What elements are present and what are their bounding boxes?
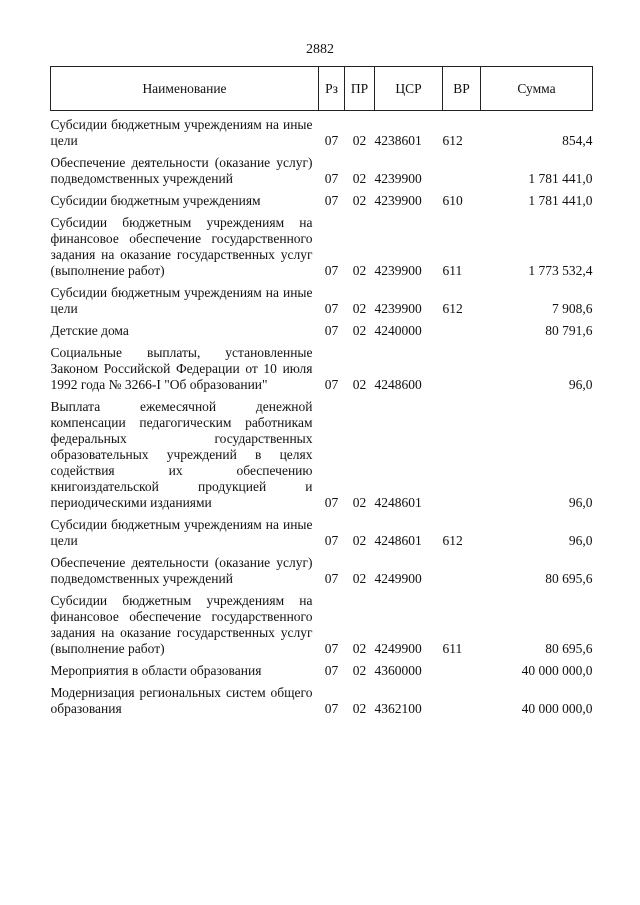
row-vr: 610 <box>442 193 463 208</box>
row-sum: 80 695,6 <box>545 641 593 656</box>
table-row <box>51 511 593 549</box>
row-name: Обеспечение деятельности (оказание услуг) подведомственных учреждений <box>50 155 313 186</box>
row-rz: 07 <box>324 663 339 678</box>
row-vr <box>443 657 481 679</box>
row-vr: 611 <box>442 641 463 656</box>
table-row <box>51 317 593 339</box>
page-number: 2882 <box>306 42 334 57</box>
row-name: Мероприятия в области образования <box>50 663 262 678</box>
header-rz: Рз <box>319 67 345 111</box>
table-row <box>51 187 593 209</box>
row-vr <box>443 679 481 717</box>
row-rz: 07 <box>324 701 339 716</box>
row-rz: 07 <box>324 377 339 392</box>
table-row <box>51 393 593 511</box>
row-name: Субсидии бюджетным учреждениям на иные цели <box>50 517 313 548</box>
row-sum: 96,0 <box>568 377 593 392</box>
row-rz: 07 <box>324 263 339 278</box>
table-row <box>51 587 593 657</box>
row-sum: 1 781 441,0 <box>528 171 593 186</box>
row-sum: 1 773 532,4 <box>528 263 593 278</box>
row-pr: 02 <box>352 301 367 316</box>
row-rz: 07 <box>324 133 339 148</box>
row-rz: 07 <box>324 641 339 656</box>
row-name: Обеспечение деятельности (оказание услуг) подведомственных учреждений <box>50 555 313 586</box>
row-rz: 07 <box>324 171 339 186</box>
budget-table <box>50 66 593 717</box>
header-csr: ЦСР <box>375 67 443 111</box>
row-vr: 612 <box>442 301 463 316</box>
row-pr: 02 <box>352 571 367 586</box>
row-csr: 4248600 <box>374 377 422 392</box>
row-vr <box>443 339 481 393</box>
row-sum: 854,4 <box>562 133 593 148</box>
table-row <box>51 549 593 587</box>
header-vr: ВР <box>443 67 481 111</box>
row-name: Субсидии бюджетным учреждениям на финансовое обеспечение государственного задания на оказание государственных услуг (выполнение работ) <box>50 593 313 656</box>
row-csr: 4239900 <box>374 193 422 208</box>
header-pr: ПР <box>345 67 375 111</box>
row-pr: 02 <box>352 171 367 186</box>
row-pr: 02 <box>352 133 367 148</box>
row-sum: 40 000 000,0 <box>521 663 593 678</box>
table-row <box>51 209 593 279</box>
row-vr: 611 <box>442 263 463 278</box>
row-rz: 07 <box>324 571 339 586</box>
table-header-row <box>51 67 593 111</box>
row-csr: 4239900 <box>374 263 422 278</box>
row-pr: 02 <box>352 533 367 548</box>
row-pr: 02 <box>352 263 367 278</box>
row-csr: 4362100 <box>374 701 422 716</box>
row-sum: 96,0 <box>568 495 593 510</box>
table-row <box>51 679 593 717</box>
header-name: Наименование <box>51 67 319 111</box>
row-csr: 4248601 <box>374 495 422 510</box>
row-vr <box>443 317 481 339</box>
table-row <box>51 279 593 317</box>
table-row <box>51 657 593 679</box>
row-pr: 02 <box>352 701 367 716</box>
row-csr: 4249900 <box>374 641 422 656</box>
row-sum: 7 908,6 <box>552 301 593 316</box>
row-csr: 4249900 <box>374 571 422 586</box>
row-csr: 4239900 <box>374 301 422 316</box>
table-row <box>51 339 593 393</box>
row-vr <box>443 549 481 587</box>
row-sum: 80 695,6 <box>545 571 593 586</box>
row-csr: 4239900 <box>374 171 422 186</box>
row-rz: 07 <box>324 533 339 548</box>
row-name: Выплата ежемесячной денежной компенсации педагогическим работникам федеральных государственных образовательных учреждений в целях содействия их обеспечению книгоиздательской продукцией и периодическими изданиями <box>50 399 313 510</box>
row-pr: 02 <box>352 193 367 208</box>
row-pr: 02 <box>352 663 367 678</box>
row-vr: 612 <box>442 133 463 148</box>
row-rz: 07 <box>324 193 339 208</box>
row-name: Модернизация региональных систем общего образования <box>50 685 313 716</box>
row-pr: 02 <box>352 323 367 338</box>
table-row <box>51 111 593 150</box>
row-name: Субсидии бюджетным учреждениям на иные цели <box>50 117 313 148</box>
row-vr: 612 <box>442 533 463 548</box>
row-pr: 02 <box>352 377 367 392</box>
row-pr: 02 <box>352 641 367 656</box>
row-sum: 40 000 000,0 <box>521 701 593 716</box>
row-csr: 4240000 <box>374 323 422 338</box>
row-name: Субсидии бюджетным учреждениям на иные цели <box>50 285 313 316</box>
row-vr <box>443 393 481 511</box>
row-csr: 4248601 <box>374 533 422 548</box>
row-name: Детские дома <box>50 323 129 338</box>
row-name: Социальные выплаты, установленные Законом Российской Федерации от 10 июля 1992 года № 3266-I "Об образовании" <box>50 345 313 392</box>
row-name: Субсидии бюджетным учреждениям <box>50 193 261 208</box>
header-sum: Сумма <box>481 67 593 111</box>
table-row <box>51 149 593 187</box>
row-rz: 07 <box>324 495 339 510</box>
row-sum: 1 781 441,0 <box>528 193 593 208</box>
row-rz: 07 <box>324 301 339 316</box>
row-csr: 4360000 <box>374 663 422 678</box>
row-csr: 4238601 <box>374 133 422 148</box>
row-name: Субсидии бюджетным учреждениям на финансовое обеспечение государственного задания на оказание государственных услуг (выполнение работ) <box>50 215 313 278</box>
row-rz: 07 <box>324 323 339 338</box>
row-pr: 02 <box>352 495 367 510</box>
row-sum: 96,0 <box>568 533 593 548</box>
row-sum: 80 791,6 <box>545 323 593 338</box>
row-vr <box>443 149 481 187</box>
